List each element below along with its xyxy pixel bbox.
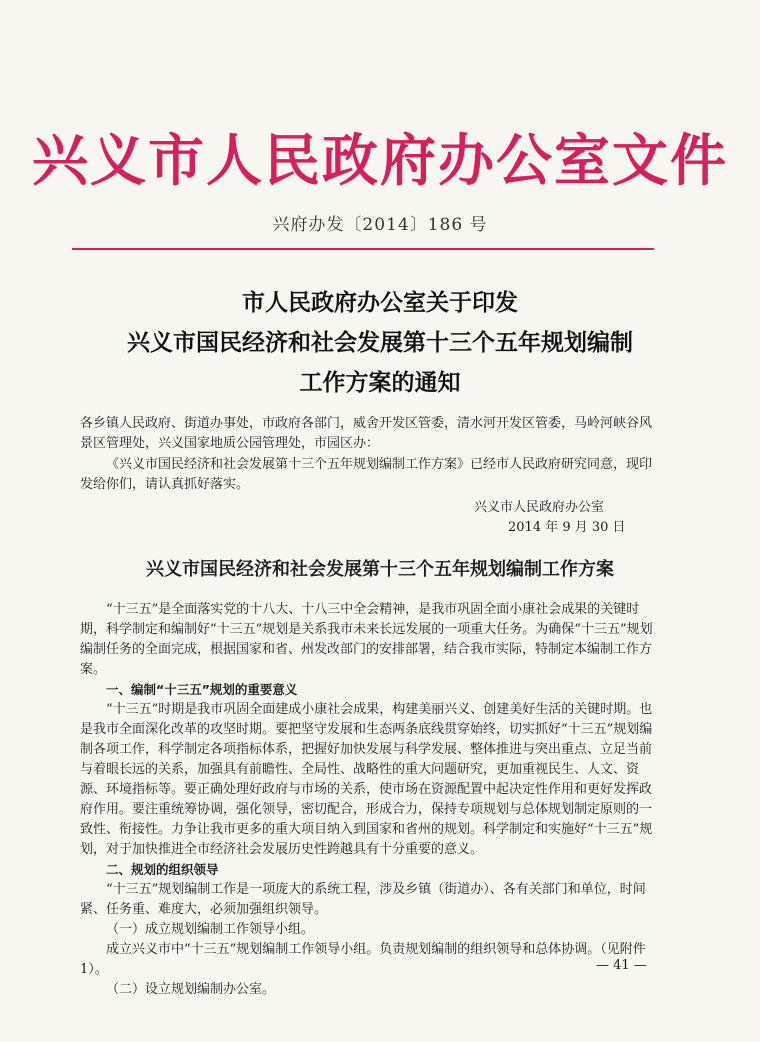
- notice-signer: 兴义市人民政府办公室: [474, 500, 605, 515]
- section-heading: 二、规划的组织领导: [106, 862, 219, 877]
- notice-title-line: 市人民政府办公室关于印发: [242, 289, 518, 316]
- subsection-title: （二）设立规划编制办公室。: [106, 982, 276, 997]
- subsection-title: （一）成立规划编制工作领导小组。: [106, 922, 315, 937]
- section-body: “十三五”时期是我市巩固全面建成小康社会成果，构建美丽兴义、创建美好生活的关键时期。也是我市全面深化改革的攻坚时期。要把坚守发展和生态两条底线贯穿始终，切实抓好“十三五”规划编制各项工作，科学制定各项指标体系，把握好加快发展与科学发展、整体推进与突出重点、立足当前与着眼长远的关系，加强具有前瞻性、全局性、战略性的重大问题研究，更加重视民生、人文、资源、环境指标等。要正确处理好政府与市场的关系，使市场在资源配置中起决定性作用和更好发挥政府作用。要注重统筹协调，强化领导，密切配合，形成合力，保持专项规划与总体规划制定原则的一致性、衔接性。力争让我市更多的重大项目纳入到国家和省州的规划。科学制定和实施好“十三五”规划，对于加快推进全市经济社会发展历史性跨越具有十分重要的意义。: [80, 702, 653, 857]
- header-divider: [72, 248, 654, 250]
- section-heading: 一、编制“十三五”规划的重要意义: [106, 682, 298, 697]
- notice-body-text: 《兴义市国民经济和社会发展第十三个五年规划编制工作方案》已经市人民政府研究同意，现印发给你们，请认真抓好落实。: [80, 457, 653, 492]
- plan-intro: “十三五”是全面落实党的十八大、十八三中全会精神，是我市巩固全面小康社会成果的关键时期，科学制定和编制好“十三五”规划是关系我市未来长远发展的一项重大任务。为确保“十三五”规划编制任务的全面完成，根据国家和省、州发改部门的安排部署，结合我市实际，特制定本编制工作方案。: [80, 602, 653, 677]
- plan-body: [80, 600, 664, 1000]
- notice-title-line: 工作方案的通知: [299, 369, 461, 396]
- notice-title-line: 兴义市国民经济和社会发展第十三个五年规划编制: [127, 329, 633, 356]
- plan-title: 兴义市国民经济和社会发展第十三个五年规划编制工作方案: [146, 559, 614, 580]
- notice-body: [80, 455, 664, 495]
- notice-recipients: [80, 414, 664, 454]
- document-number: 兴府办发〔2014〕186 号: [272, 215, 488, 235]
- page-number: — 41 —: [596, 958, 647, 973]
- subsection-body: 成立兴义市中“十三五”规划编制工作领导小组。负责规划编制的组织领导和总体协调。（见附件 1）。: [80, 942, 646, 977]
- document-header-title: 兴义市人民政府办公室文件: [32, 128, 728, 194]
- recipients-text: 各乡镇人民政府、街道办事处，市政府各部门，威舍开发区管委，清水河开发区管委，马岭河峡谷风景区管理处，兴义国家地质公园管理处，市园区办：: [80, 416, 653, 451]
- section-body: “十三五”规划编制工作是一项庞大的系统工程，涉及乡镇（街道办）、各有关部门和单位，时间紧、任务重、难度大，必须加强组织领导。: [80, 882, 646, 917]
- notice-date: 2014 年 9 月 30 日: [508, 520, 626, 535]
- notice-title: [0, 283, 760, 403]
